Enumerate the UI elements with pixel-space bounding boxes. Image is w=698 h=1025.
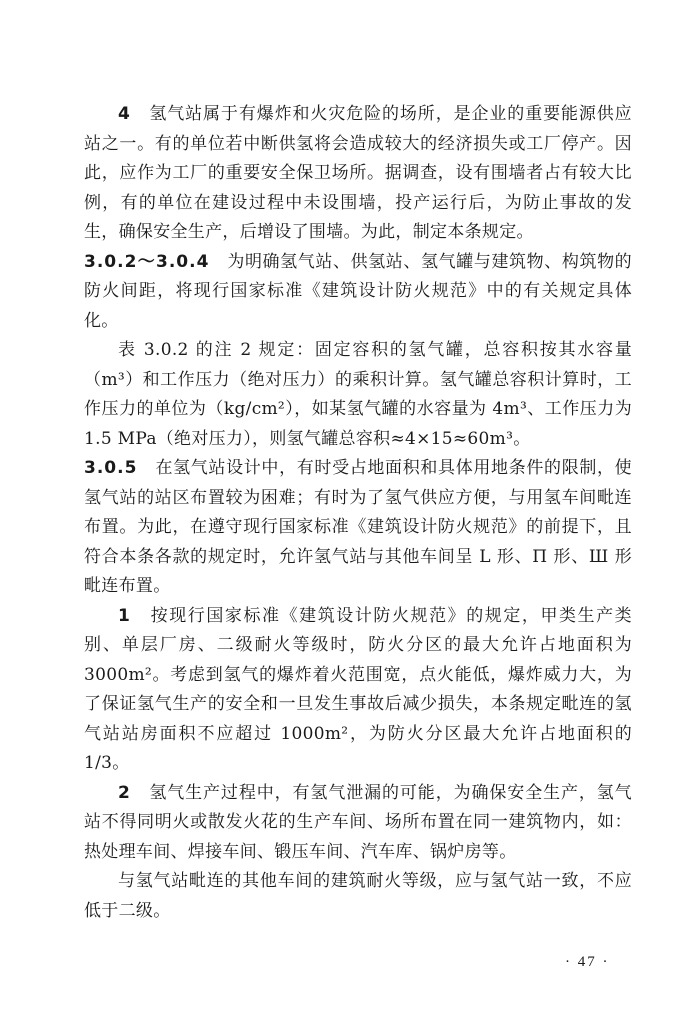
document-page xyxy=(84,100,632,926)
item-number: 2 xyxy=(118,782,131,803)
paragraph-item-2 xyxy=(84,779,632,868)
paragraph-text: 与氢气站毗连的其他车间的建筑耐火等级，应与氢气站一致，不应低于二级。 xyxy=(84,871,632,921)
clause-3-0-2-to-3-0-4 xyxy=(84,248,632,337)
page-number: · 47 · xyxy=(565,954,610,970)
closing-paragraph xyxy=(84,867,632,926)
paragraph-text: 表 3.0.2 的注 2 规定：固定容积的氢气罐，总容积按其水容量（m³）和工作压力（绝对压力）的乘积计算。氢气罐总容积计算时，工作压力的单位为（kg/cm²），如某氢气罐的水容量为 4m³、工作压力为 1.5 MPa（绝对压力），则氢气罐总容积≈4×15≈60m³。 xyxy=(84,340,632,449)
paragraph-text: 在氢气站设计中，有时受占地面积和具体用地条件的限制，使氢气站的站区布置较为困难；有时为了氢气供应方便，与用氢车间毗连布置。为此，在遵守现行国家标准《建筑设计防火规范》的前提下，且符合本条各款的规定时，允许氢气站与其他车间呈 L 形、Π 形、Ш 形毗连布置。 xyxy=(84,458,632,596)
paragraph-item-4 xyxy=(84,100,632,248)
paragraph-text: 氢气站属于有爆炸和火灾危险的场所，是企业的重要能源供应站之一。有的单位若中断供氢将会造成较大的经济损失或工厂停产。因此，应作为工厂的重要安全保卫场所。据调查，设有围墙者占有较大比例，有的单位在建设过程中未设围墙，投产运行后，为防止事故的发生，确保安全生产，后增设了围墙。为此，制定本条规定。 xyxy=(84,104,632,242)
item-number: 4 xyxy=(118,104,131,124)
paragraph-item-1 xyxy=(84,602,632,779)
paragraph-text: 按现行国家标准《建筑设计防火规范》的规定，甲类生产类别、单层厂房、二级耐火等级时，防火分区的最大允许占地面积为 3000m²。考虑到氢气的爆炸着火范围宽，点火能低，爆炸威力大，为了保证氢气生产的安全和一旦发生事故后减少损失，本条规定毗连的氢气站站房面积不应超过 1000m²，为防火分区最大允许占地面积的 1/3。 xyxy=(84,605,632,773)
paragraph-text: 氢气生产过程中，有氢气泄漏的可能，为确保安全生产，氢气站不得同明火或散发火花的生产车间、场所布置在同一建筑物内，如：热处理车间、焊接车间、锻压车间、汽车库、锅炉房等。 xyxy=(84,782,632,862)
clause-3-0-5 xyxy=(84,454,632,602)
clause-number: 3.0.5 xyxy=(84,458,138,478)
clause-number: 3.0.2～3.0.4 xyxy=(84,251,210,272)
table-note-paragraph xyxy=(84,336,632,454)
paragraph-text: 为明确氢气站、供氢站、氢气罐与建筑物、构筑物的防火间距，将现行国家标准《建筑设计防火规范》中的有关规定具体化。 xyxy=(84,251,632,331)
item-number: 1 xyxy=(118,605,131,626)
